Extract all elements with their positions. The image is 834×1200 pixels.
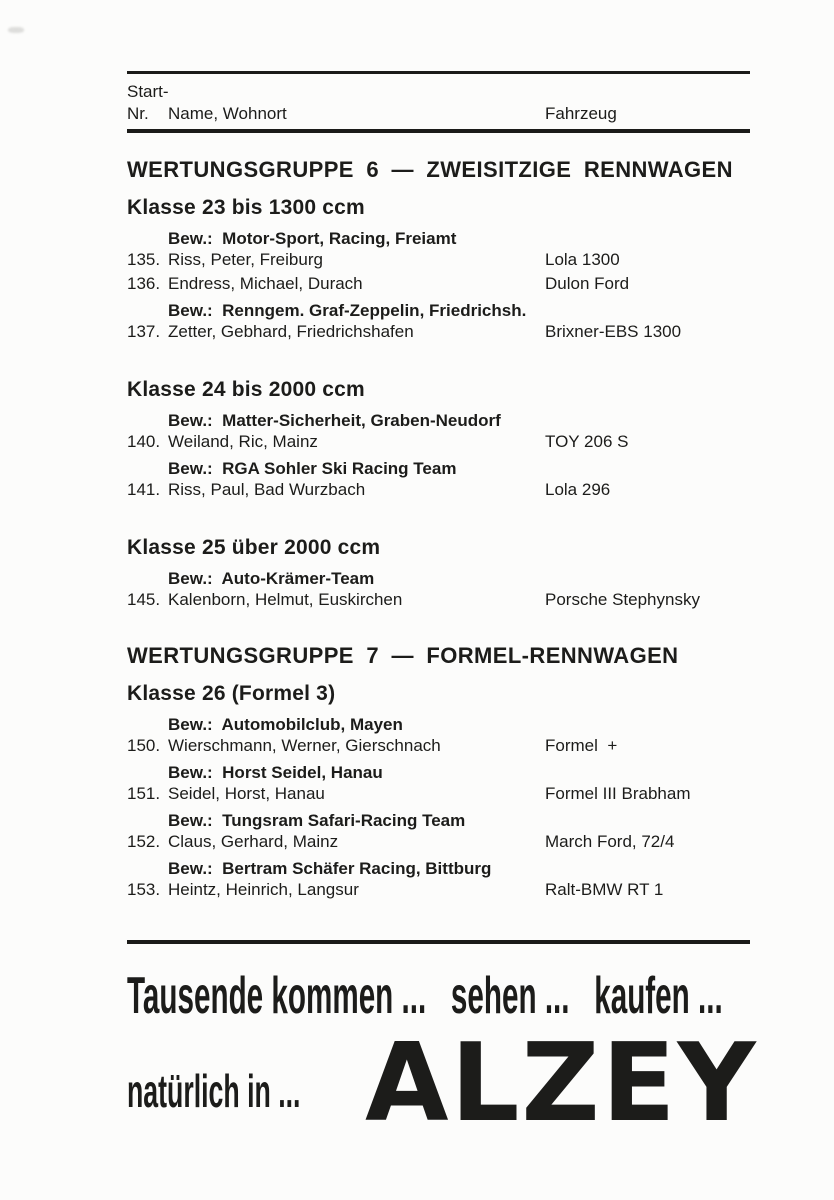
start-number: 140. bbox=[127, 432, 161, 451]
ad-slogan-line2 bbox=[127, 1021, 758, 1146]
entry-row bbox=[127, 782, 752, 806]
start-number: 153. bbox=[127, 880, 161, 899]
bewerber-row bbox=[127, 763, 752, 782]
wertungsgruppe-title: WERTUNGSGRUPPE 6 — ZWEISITZIGE RENNWAGEN bbox=[127, 157, 733, 182]
entry-row bbox=[127, 878, 752, 902]
driver-name-city: Riss, Paul, Bad Wurzbach bbox=[168, 480, 366, 499]
bewerber-label: Bew.: Horst Seidel, Hanau bbox=[168, 763, 383, 782]
vehicle-name: TOY 206 S bbox=[545, 432, 629, 451]
start-number: 150. bbox=[127, 736, 161, 755]
scan-smudge bbox=[8, 27, 24, 33]
bewerber-label: Bew.: Motor-Sport, Racing, Freiamt bbox=[168, 229, 457, 248]
driver-name-city: Claus, Gerhard, Mainz bbox=[168, 832, 339, 851]
bewerber-row bbox=[127, 715, 752, 734]
klasse-title: Klasse 26 (Formel 3) bbox=[127, 682, 336, 705]
klasse-section bbox=[127, 536, 752, 612]
vehicle-name: Lola 1300 bbox=[545, 250, 620, 269]
wertungsgruppe-section bbox=[127, 157, 752, 612]
entry-row bbox=[127, 478, 752, 502]
bewerber-row bbox=[127, 459, 752, 478]
bewerber-row bbox=[127, 229, 752, 248]
column-header-startnr-line1: Start- bbox=[127, 82, 169, 101]
table-header bbox=[127, 81, 752, 125]
vehicle-name: Dulon Ford bbox=[545, 274, 630, 293]
bewerber-label: Bew.: Automobilclub, Mayen bbox=[168, 715, 403, 734]
bewerber-label: Bew.: Tungsram Safari-Racing Team bbox=[168, 811, 466, 830]
ad-slogan-prefix: natürlich in ... bbox=[127, 1065, 301, 1117]
driver-name-city: Weiland, Ric, Mainz bbox=[168, 432, 318, 451]
start-number: 152. bbox=[127, 832, 161, 851]
driver-name-city: Heintz, Heinrich, Langsur bbox=[168, 880, 359, 899]
column-header-fahrzeug: Fahrzeug bbox=[545, 104, 617, 123]
ad-city-name: ALZEY bbox=[365, 1021, 758, 1146]
start-number: 151. bbox=[127, 784, 161, 803]
advertisement-alzey bbox=[127, 967, 758, 1146]
wertungsgruppe-section bbox=[127, 643, 752, 902]
start-number: 137. bbox=[127, 322, 161, 341]
header-top-rule bbox=[127, 71, 750, 74]
page-content bbox=[127, 0, 758, 1146]
entry-row bbox=[127, 430, 752, 454]
entry-row bbox=[127, 830, 752, 854]
entry-row bbox=[127, 248, 752, 272]
driver-name-city: Riss, Peter, Freiburg bbox=[168, 250, 323, 269]
bewerber-label: Bew.: Bertram Schäfer Racing, Bittburg bbox=[168, 859, 492, 878]
entry-groups bbox=[127, 157, 752, 902]
entry-row bbox=[127, 272, 752, 296]
bewerber-label: Bew.: Renngem. Graf-Zeppelin, Friedrichsh. bbox=[168, 301, 527, 320]
header-bottom-rule bbox=[127, 129, 750, 133]
ad-slogan-line1: Tausende kommen ... sehen ... kaufen ... bbox=[127, 967, 723, 1025]
vehicle-name: Brixner-EBS 1300 bbox=[545, 322, 682, 341]
entry-row bbox=[127, 734, 752, 758]
klasse-section bbox=[127, 682, 752, 902]
driver-name-city: Seidel, Horst, Hanau bbox=[168, 784, 325, 803]
entry-row bbox=[127, 588, 752, 612]
bewerber-row bbox=[127, 301, 752, 320]
start-number: 145. bbox=[127, 590, 161, 609]
entry-row bbox=[127, 320, 752, 344]
start-number: 141. bbox=[127, 480, 161, 499]
vehicle-name: Formel + bbox=[545, 736, 618, 755]
column-header-nr: Nr. bbox=[127, 104, 149, 123]
driver-name-city: Kalenborn, Helmut, Euskirchen bbox=[168, 590, 403, 609]
bewerber-label: Bew.: Matter-Sicherheit, Graben-Neudorf bbox=[168, 411, 501, 430]
column-header-name-wohnort: Name, Wohnort bbox=[168, 104, 287, 123]
wertungsgruppe-title: WERTUNGSGRUPPE 7 — FORMEL-RENNWAGEN bbox=[127, 643, 679, 668]
driver-name-city: Endress, Michael, Durach bbox=[168, 274, 363, 293]
vehicle-name: Porsche Stephynsky bbox=[545, 590, 700, 609]
klasse-title: Klasse 23 bis 1300 ccm bbox=[127, 196, 365, 219]
vehicle-name: March Ford, 72/4 bbox=[545, 832, 675, 851]
bewerber-row bbox=[127, 859, 752, 878]
bewerber-row bbox=[127, 569, 752, 588]
bewerber-row bbox=[127, 411, 752, 430]
vehicle-name: Ralt-BMW RT 1 bbox=[545, 880, 664, 899]
bewerber-row bbox=[127, 811, 752, 830]
start-number: 135. bbox=[127, 250, 161, 269]
ad-top-rule bbox=[127, 940, 750, 944]
klasse-title: Klasse 25 über 2000 ccm bbox=[127, 536, 381, 559]
vehicle-name: Formel III Brabham bbox=[545, 784, 691, 803]
klasse-title: Klasse 24 bis 2000 ccm bbox=[127, 378, 365, 401]
klasse-section bbox=[127, 378, 752, 502]
bewerber-label: Bew.: RGA Sohler Ski Racing Team bbox=[168, 459, 457, 478]
start-number: 136. bbox=[127, 274, 161, 293]
driver-name-city: Zetter, Gebhard, Friedrichshafen bbox=[168, 322, 414, 341]
driver-name-city: Wierschmann, Werner, Gierschnach bbox=[168, 736, 441, 755]
vehicle-name: Lola 296 bbox=[545, 480, 611, 499]
klasse-section bbox=[127, 196, 752, 344]
column-header-row bbox=[127, 102, 752, 125]
bewerber-label: Bew.: Auto-Krämer-Team bbox=[168, 569, 375, 588]
